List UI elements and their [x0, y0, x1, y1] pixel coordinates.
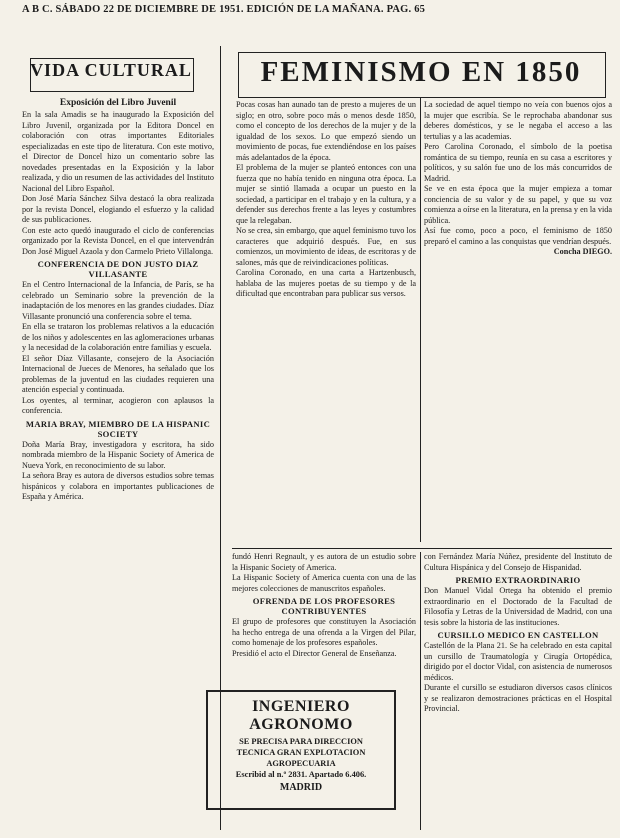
- section-heading-conferencia: CONFERENCIA DE DON JUSTO DIAZ VILLASANTE: [37, 259, 199, 279]
- paragraph: Con este acto quedó inaugurado el ciclo de conferencias organizado por la Revista Doncel, en el que intervendrán Don José Miguel Azaola y don Carmelo Prieto Villalonga.: [22, 225, 214, 256]
- vida-cultural-column: [22, 96, 214, 503]
- feminismo-signature: Concha DIEGO.: [553, 247, 612, 256]
- section-heading-cursillo: CURSILLO MEDICO EN CASTELLON: [437, 630, 599, 640]
- paragraph: El señor Díaz Villasante, consejero de la Asociación Internacional de Jueces de Menores, ha señalado que los problemas de la juventud en las ciudades requieren una atención especial y continuada.: [22, 353, 214, 394]
- section-heading-maria-bray: MARIA BRAY, MIEMBRO DE LA HISPANIC SOCIETY: [25, 418, 211, 439]
- paragraph: El grupo de profesores que constituyen la Asociación ha hecho entrega de una ofrenda a la Virgen del Pilar, como homenaje de los profesores españoles.: [232, 617, 416, 647]
- paragraph: Don José María Sánchez Silva destacó la obra realizada por la revista Doncel, elogiando el esfuerzo y la calidad de sus publicaciones.: [22, 194, 214, 224]
- paragraph: Don Manuel Vidal Ortega ha obtenido el premio extraordinario en el Doctorado de la Facultad de Filosofía y Letras de la Universidad de Madrid, con una tesis sobre la historia de las instituciones.: [424, 586, 612, 627]
- paragraph: con Fernández María Núñez, presidente del Instituto de Cultura Hispánica y del Consejo de Hispanidad.: [424, 552, 612, 572]
- paragraph: fundó Henri Regnault, y es autora de un estudio sobre la Hispanic Society of America.: [232, 552, 416, 572]
- column-divider: [420, 98, 421, 542]
- paragraph: En el Centro Internacional de la Infancia, de París, se ha celebrado un Seminario sobre la prevención de la inadaptación de los menores en las grandes ciudades. Díaz Villasante pronunció una conferencia sobre el tema.: [22, 280, 214, 321]
- lower-right-column: [424, 552, 612, 715]
- lower-middle-column: [232, 552, 416, 659]
- paragraph: Se ve en esta época que la mujer empieza a tomar conciencia de su valor y de su papel, y que su voz comienza a oírse en la literatura, en la prensa y en la vida pública.: [424, 184, 612, 225]
- advertisement-line: SE PRECISA PARA DIRECCION: [239, 737, 363, 746]
- advertisement-line: TECNICA GRAN EXPLOTACION: [236, 748, 366, 757]
- page-header: A B C. SÁBADO 22 DE DICIEMBRE DE 1951. EDICIÓN DE LA MAÑANA. PAG. 65: [22, 4, 426, 15]
- paragraph: La señora Bray es autora de diversos estudios sobre temas hispánicos y colabora en importantes publicaciones de España y América.: [22, 471, 214, 501]
- feminismo-title: FEMINISMO EN 1850: [260, 56, 582, 88]
- paragraph: Carolina Coronado, en una carta a Hartzenbusch, hablaba de las mujeres poetas de su tiempo y de la dificultad que encontraban para publicar sus versos.: [236, 268, 416, 298]
- advertisement-heading: INGENIERO AGRONOMO: [249, 698, 353, 733]
- column-divider: [420, 552, 421, 830]
- paragraph: Pero Carolina Coronado, el símbolo de la poetisa romántica de su tiempo, reunía en su casa a escritores y políticos, y su salón fue uno de los más concurridos de Madrid.: [424, 142, 612, 183]
- section-heading-exposicion: Exposición del Libro Juvenil: [59, 98, 177, 108]
- paragraph: Presidió el acto el Director General de Enseñanza.: [232, 648, 397, 658]
- advertisement-city: MADRID: [279, 782, 323, 793]
- paragraph: No se crea, sin embargo, que aquel feminismo tuvo los caracteres que adquirió después. Fue, en sus comienzos, un movimiento de ideas, de escritoras y de salones, más que de reivindicaciones políticas.: [236, 226, 416, 267]
- paragraph: El problema de la mujer se planteó entonces con una fuerza que no había tenido en ninguna otra época. La mujer se sintió llamada a ocupar un puesto en la sociedad, a participar en el trabajo y en la cultura, y a defender sus derechos frente a las leyes y costumbres que la relegaban.: [236, 163, 416, 225]
- advertisement-line: AGROPECUARIA: [266, 759, 336, 768]
- paragraph: Pocas cosas han aunado tan de presto a mujeres de un siglo; en otro, sobre poco más o menos desde 1850, como el concepto de los derechos de la mujer y de la igualdad de los sexos. Lo que empezó siendo un movimiento de pocas, fue extendiéndose en los países más adelantados de la época.: [236, 100, 416, 162]
- paragraph: En ella se trataron los problemas relativos a la educación de los niños y adolescentes en las aglomeraciones urbanas y la necesidad de la colaboración entre familias y escuela.: [22, 322, 214, 352]
- section-heading-premio: PREMIO EXTRAORDINARIO: [455, 575, 581, 585]
- paragraph: Así fue como, poco a poco, el feminismo de 1850 preparó el camino a las conquistas que vendrían después.: [424, 226, 612, 246]
- paragraph: La Hispanic Society of America cuenta con una de las mejores colecciones de manuscritos españoles.: [232, 573, 416, 593]
- paragraph: Castellón de la Plana 21. Se ha celebrado en esta capital un cursillo de Traumatología y Cirugía Ortopédica, dirigido por el doctor Vidal, con asistencia de numerosos médicos.: [424, 641, 612, 682]
- paragraph: Los oyentes, al terminar, acogieron con aplausos la conferencia.: [22, 395, 214, 415]
- paragraph: En la sala Amadis se ha inaugurado la Exposición del Libro Juvenil, organizada por la Editora Doncel en colaboración con otras importantes Editoriales especializadas en este tipo de literatura. Con este motivo, el Director de Doncel hizo un comentario sobre las novedades presentadas en la Exposición y la labor realizada, y dio un resumen de las actividades del Instituto Nacional del Libro Español.: [22, 110, 214, 193]
- advertisement-box: [206, 690, 396, 810]
- advertisement-line: Escribid al n.º 2831. Apartado 6.406.: [235, 770, 367, 779]
- vida-cultural-title: VIDA CULTURAL: [30, 60, 192, 80]
- paragraph: Doña María Bray, investigadora y escritora, ha sido nombrada miembro de la Hispanic Society of America de Nueva York, en reconocimiento de su labor.: [22, 439, 214, 470]
- article-bottom-rule: [232, 548, 612, 549]
- paragraph: Durante el cursillo se estudiaron diversos casos clínicos y se realizaron demostraciones prácticas en el Hospital Provincial.: [424, 683, 612, 713]
- section-heading-ofrenda: OFRENDA DE LOS PROFESORES CONTRIBUYENTES: [252, 596, 396, 616]
- feminismo-column-right: [424, 100, 612, 258]
- paragraph: La sociedad de aquel tiempo no veía con buenos ojos a la mujer que escribía. Se le reprochaba abandonar sus deberes domésticos, y se le negaba el acceso a las tertulias y a las academias.: [424, 100, 612, 141]
- feminismo-column-left: [236, 100, 416, 300]
